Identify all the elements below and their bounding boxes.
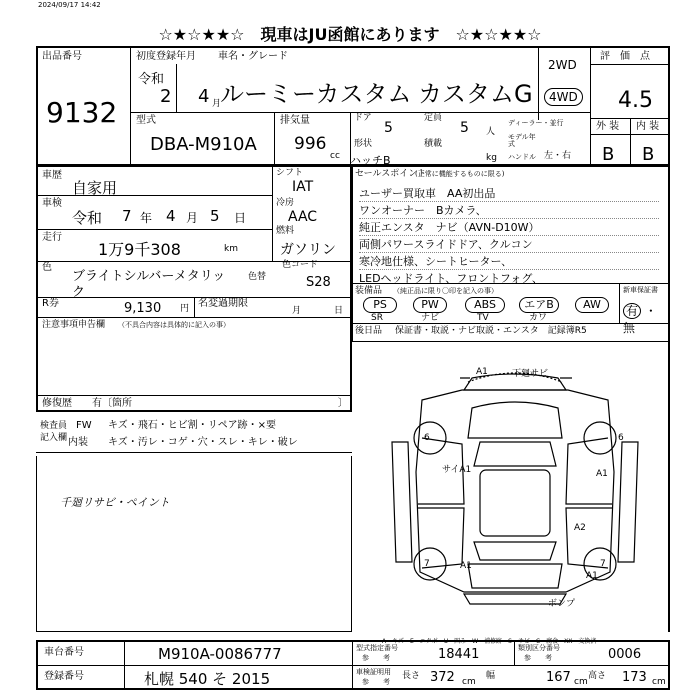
door-label: ドア (354, 113, 372, 123)
person-unit: 人 (486, 127, 496, 137)
shape-label: 形状 (354, 139, 373, 149)
score: 4.5 (618, 88, 653, 113)
length: 372 (430, 670, 455, 685)
expiry-day-label: 日 (334, 306, 344, 316)
handle: 左・右 (544, 151, 572, 161)
drive-2wd: 2WD (548, 58, 577, 72)
mark-rear-a1: A1 (460, 561, 472, 571)
diagram-legend: A－キズ E－エクボ U－凹み W－補修跡 S－サビ C－腐食 XX－交換済 (382, 638, 597, 645)
inspector-section (36, 416, 352, 456)
length-label: 長さ (402, 671, 421, 681)
header-section (36, 46, 670, 166)
width: 167 (546, 670, 571, 685)
length-unit: cm (462, 677, 476, 687)
model-label: 型式 (136, 115, 156, 126)
inspection-year-unit: 年 (140, 211, 153, 225)
inspection-day: 5 (210, 207, 220, 225)
model: DBA-M910A (150, 134, 257, 155)
color-label: 色 (42, 262, 52, 273)
km-unit: km (224, 244, 238, 254)
title-expiry-label: 名変過期限 (198, 298, 248, 309)
banner: ☆★☆★★☆ 現車はJU函館にあります ☆★☆★★☆ (158, 25, 542, 44)
fuel: ガソリン (280, 242, 336, 258)
height-label: 高さ (588, 671, 607, 681)
notes-label: 注意事項申告欄 (42, 320, 106, 330)
inspection-day-unit: 日 (234, 211, 247, 225)
mark-rear-a1b: A1 (586, 571, 598, 581)
inspection-era: 令和 (72, 209, 103, 227)
equip-abs: ABS (465, 297, 505, 313)
color-line2: ク (72, 285, 86, 300)
capacity: 5 (460, 120, 469, 136)
dims-sub: 参 考 (362, 678, 390, 686)
width-label: 幅 (486, 671, 496, 681)
grade: カスタムG (418, 80, 533, 108)
inspector-notes-area (36, 456, 352, 632)
inspection-year: 7 (122, 207, 132, 225)
inspector-label-2: 記入欄 (40, 433, 68, 443)
chassis-label: 車台番号 (44, 647, 84, 658)
inspector-row1: キズ・飛石・ヒビ割・リペア跡・×要 (108, 420, 276, 431)
inspector-row1-label: FW (76, 420, 92, 431)
mark-left-side: サイA1 (442, 465, 472, 475)
first-reg-era: 令和 (138, 72, 165, 87)
displacement: 996 (294, 134, 327, 154)
score-label: 評 価 点 (600, 51, 650, 62)
mark-right-door: A2 (574, 523, 586, 533)
equip-sr: SR (371, 313, 383, 323)
sales-point-line: 純正エンスタ ナビ（AVN-D10W） (359, 219, 659, 236)
type-designation-label: 型式指定番号 (356, 644, 398, 652)
car-name: ルーミーカスタム (220, 80, 412, 108)
shape: ハッチB (350, 154, 391, 167)
mileage-label: 走行 (42, 232, 62, 243)
exterior-grade: B (602, 144, 615, 165)
details-section (36, 166, 352, 412)
width-unit: cm (574, 677, 588, 687)
color-no-label: 色替 (248, 272, 267, 282)
history-label: 車歴 (42, 170, 62, 181)
class-sub: 参 考 (524, 654, 552, 662)
car-name-label: 車名・グレード (218, 51, 288, 62)
notes-sub: （不具合内容は具体的に記入の事） (118, 321, 230, 329)
dims-label: 車検証明用 (356, 668, 391, 676)
inspection-month: 4 (166, 207, 176, 225)
warranty-no: 無 (623, 321, 636, 335)
yen-unit: 円 (180, 304, 190, 314)
dealer-label: ディーラー・並行 (508, 119, 564, 127)
equip-pw: PW (413, 297, 447, 313)
accessories-section (352, 324, 670, 342)
height-unit: cm (652, 677, 666, 687)
type-designation-sub: 参 考 (362, 654, 390, 662)
first-reg-month: 4 (198, 86, 210, 107)
inspector-note: 千廻リサビ・ペイント (60, 496, 170, 509)
equip-navi: ナビ (421, 313, 440, 323)
accessories-label: 後日品 (355, 326, 383, 336)
interior-grade: B (642, 144, 655, 165)
repair-close: 〕 (338, 398, 348, 409)
mark-front-right: 下廻サビ (512, 369, 549, 379)
capacity-label: 定員 (424, 113, 443, 123)
displacement-label: 排気量 (280, 115, 310, 126)
sales-point-line: ユーザー買取車 AA初出品 (359, 185, 659, 202)
sales-point-line: 両側パワースライドドア、クルコン (359, 236, 659, 253)
sales-point-line: ワンオーナー Bカメラ、 (359, 202, 659, 219)
month-unit: 月 (212, 99, 222, 109)
cc-unit: cc (330, 151, 340, 161)
history: 自家用 (72, 179, 118, 197)
registration-label: 登録番号 (44, 671, 84, 682)
inspection-month-unit: 月 (186, 211, 199, 225)
exterior-label: 外 装 (596, 121, 620, 132)
inspector-row2: キズ・汚レ・コゲ・穴・スレ・キレ・破レ (108, 437, 298, 448)
equip-ps: PS (363, 297, 397, 313)
repair-value: 有〔箇所 (92, 398, 132, 409)
lot-label: 出品番号 (42, 51, 82, 62)
equipment-sub: （純正品に限り〇印を記入の事） (393, 287, 498, 295)
warranty-yes: 有 (623, 303, 641, 319)
sales-points-label: セールスポイント (355, 169, 427, 179)
mark-front-left: A1 (476, 367, 488, 377)
new-car-warranty-label: 新車保証書 (623, 286, 658, 294)
mark-left-front: 6 (424, 433, 430, 443)
type-designation-number: 18441 (438, 647, 480, 662)
expiry-month-label: 月 (292, 306, 302, 316)
handle-label: ハンドル (508, 153, 536, 161)
kg-unit: kg (486, 153, 497, 163)
recycle-amount: 9,130 (124, 301, 162, 316)
sales-point-line: LEDヘッドライト、フロントフォグ、 (359, 272, 543, 285)
mileage: 1万9千308 (98, 240, 181, 259)
equip-aw: AW (575, 297, 609, 313)
accessories: 保証書・取説・ナビ取説・エンスタ 記録簿R5 (395, 326, 587, 336)
mark-right-side: A1 (596, 469, 608, 479)
registration-number: 札幌 540 そ 2015 (144, 670, 271, 688)
mark-right-front: 6 (618, 433, 624, 443)
sales-points-list (359, 185, 659, 286)
sales-point-line: 寒冷地仕様、シートヒーター、 (359, 253, 659, 270)
lot-number: 9132 (46, 96, 118, 129)
ac-label: 冷房 (276, 198, 295, 208)
mark-rear-left: 7 (424, 559, 430, 569)
warranty-separator: ・ (644, 304, 657, 318)
color-code-label: 色コード (282, 260, 319, 270)
model-year-label: モデル年式 (508, 133, 536, 148)
equipment-label: 装備品 (355, 286, 383, 296)
equip-leather: カワ (529, 313, 548, 323)
color-line1: ブライトシルバーメタリッ (72, 269, 226, 284)
shift: IAT (292, 179, 314, 195)
first-reg-year: 2 (160, 86, 172, 107)
repair-label: 修復歴 (42, 398, 72, 409)
print-timestamp: 2024/09/17 14:42 (38, 1, 101, 9)
car-damage-diagram (352, 342, 670, 632)
drive-4wd: 4WD (544, 88, 583, 106)
class-number: 0006 (608, 647, 642, 662)
height: 173 (622, 670, 647, 685)
equip-tv: TV (477, 313, 489, 323)
color-code: S28 (306, 275, 331, 290)
ac: AAC (288, 209, 318, 225)
inspector-row2-label: 内装 (68, 437, 88, 448)
doors: 5 (384, 120, 393, 136)
fuel-label: 燃料 (276, 226, 295, 236)
sales-points-section (352, 166, 670, 284)
mark-rear-right: 7 (600, 559, 606, 569)
interior-label: 内 装 (636, 121, 660, 132)
chassis-number: M910A-0086777 (158, 645, 282, 663)
sales-points-sub: (正常に機能するものに限る) (415, 170, 505, 178)
inspector-label-1: 検査員 (40, 421, 68, 431)
footer-section (36, 640, 670, 690)
mark-bumper: ボンプ (548, 599, 576, 609)
class-label: 類別区分番号 (518, 644, 560, 652)
equip-airbag: エアB (519, 297, 559, 313)
first-reg-label: 初度登録年月 (136, 51, 196, 62)
recycle-label: R券 (42, 298, 59, 309)
inspection-label: 車検 (42, 198, 62, 209)
load-label: 積載 (424, 139, 443, 149)
shift-label: シフト (276, 168, 304, 178)
